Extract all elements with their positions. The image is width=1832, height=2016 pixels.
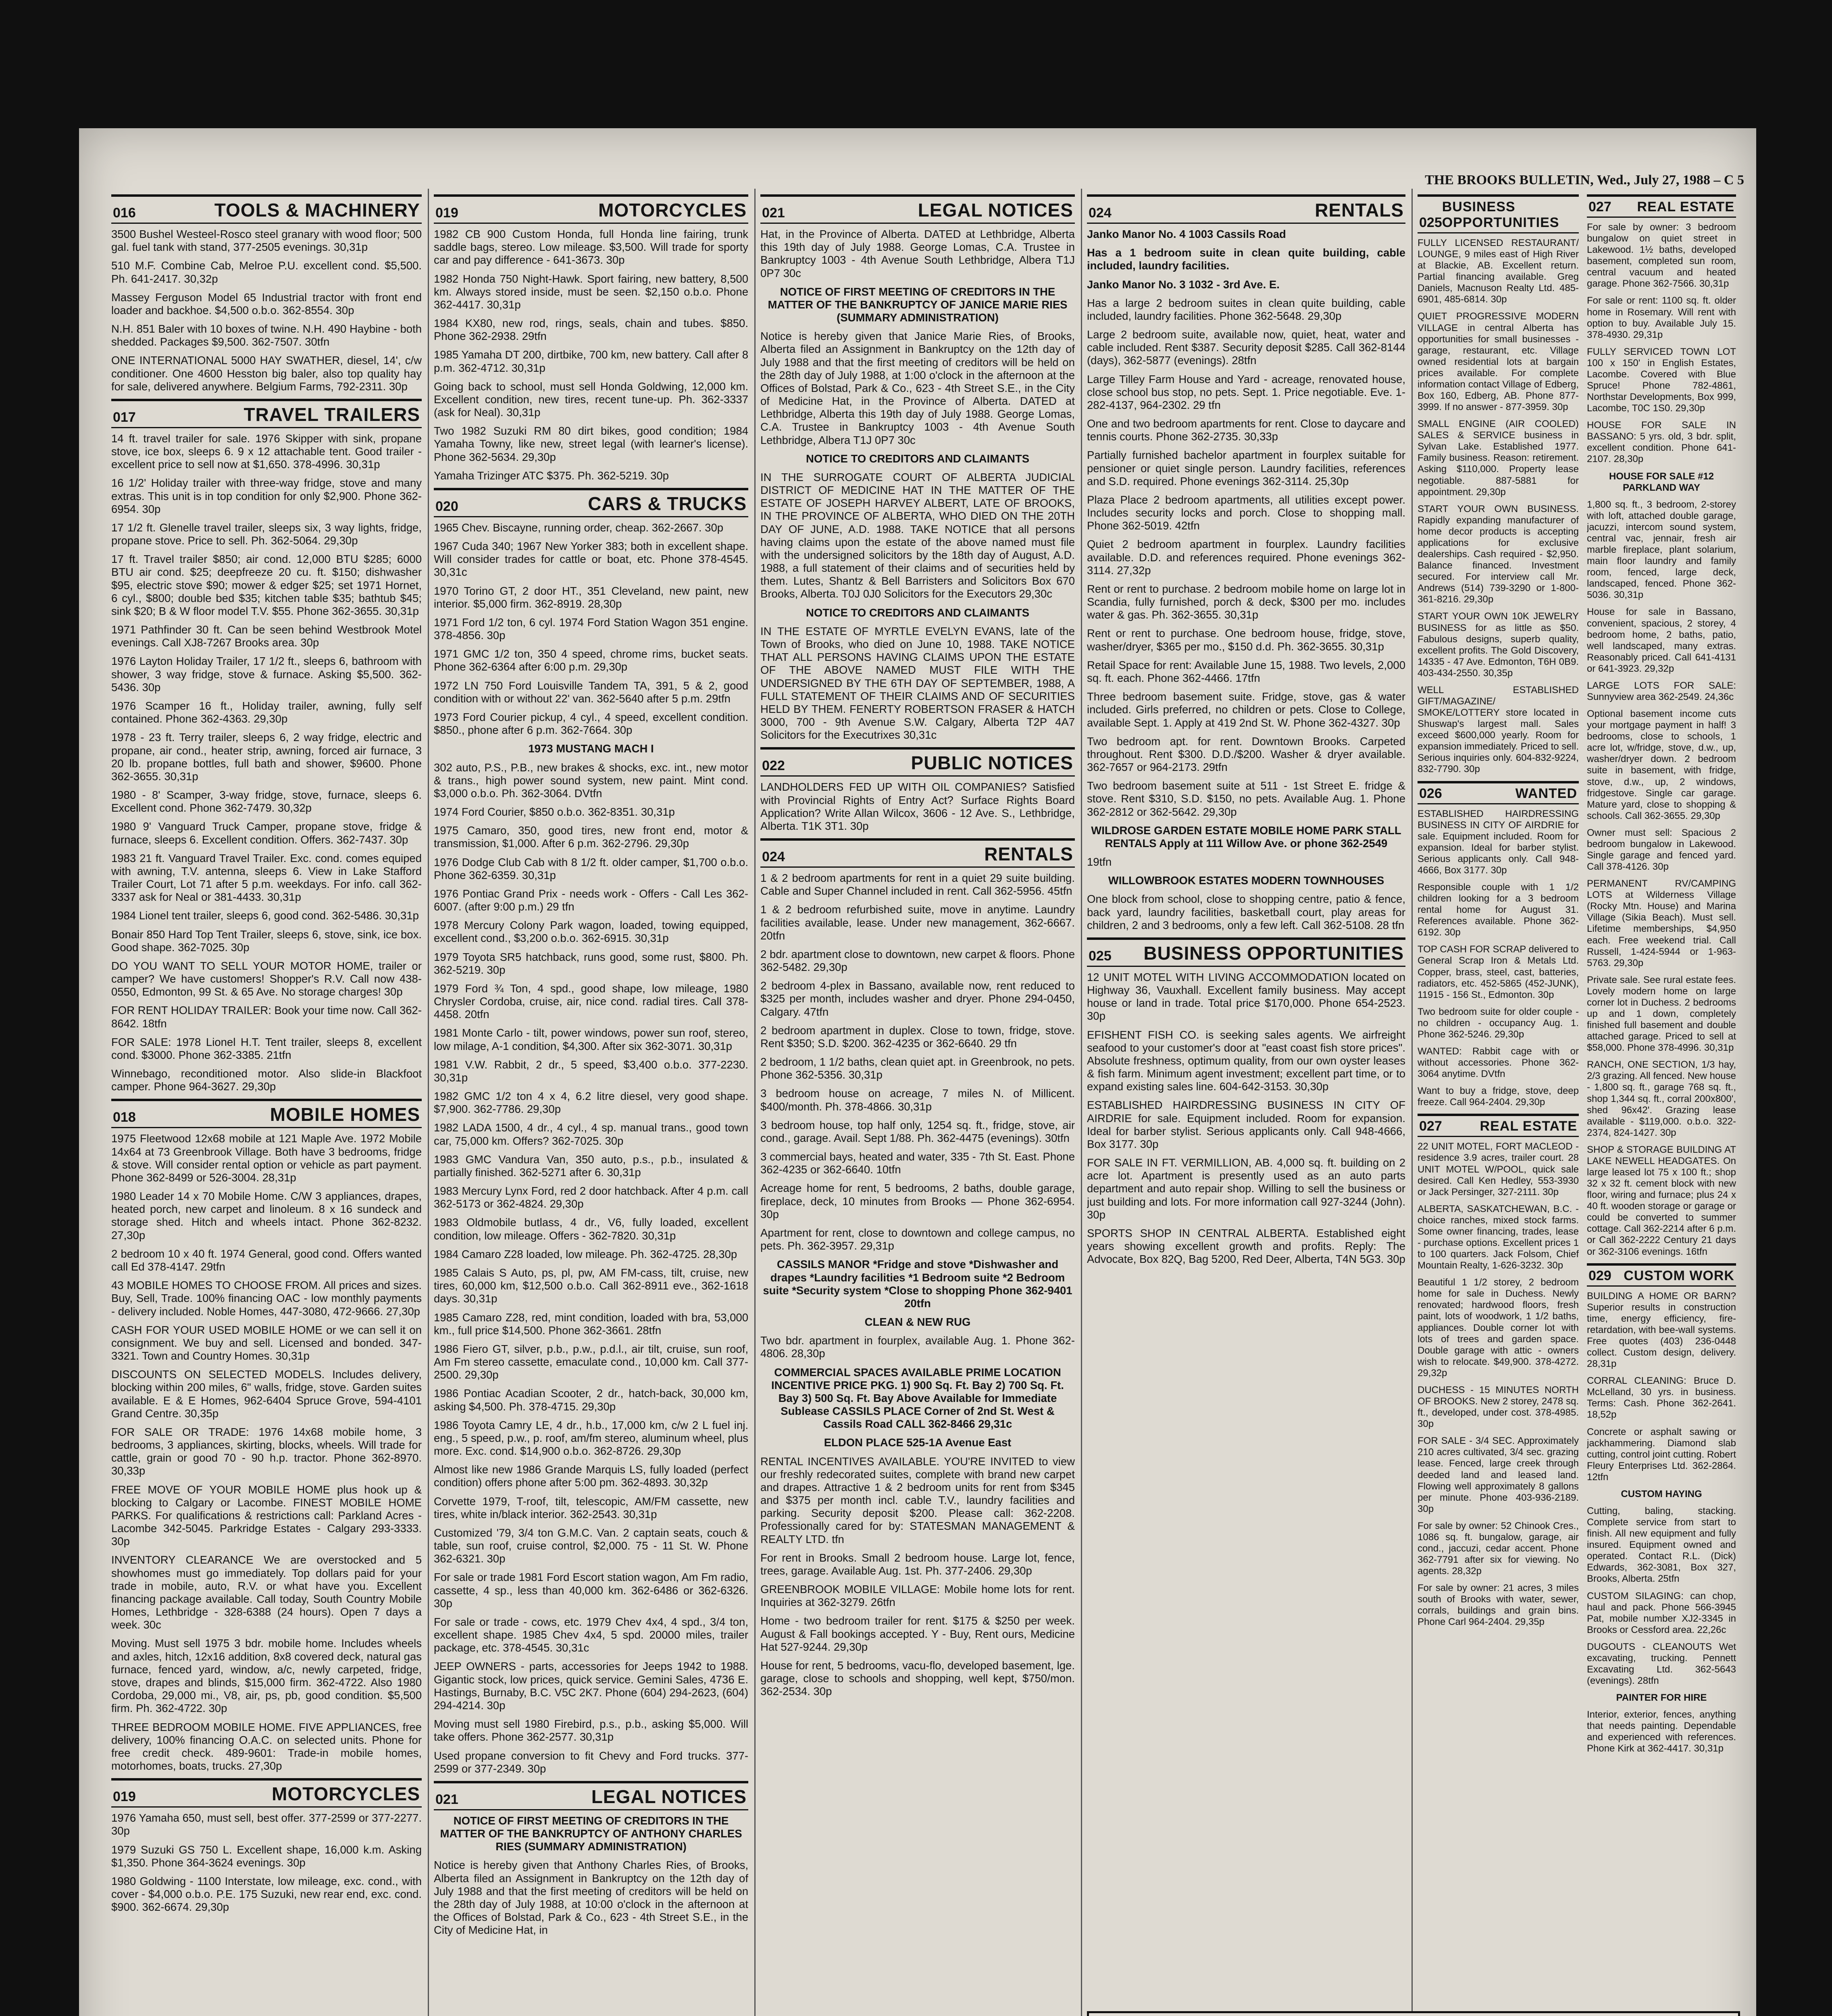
classified-column-3 [760, 189, 1075, 2016]
classified-ad: 17 1/2 ft. Glenelle travel trailer, sleeps six, 3 way lights, fridge, propane stove. Price to sell. Ph. 362-5064. 29,30p [111, 521, 422, 547]
section-header [1418, 1114, 1579, 1137]
classified-ad: LARGE LOTS FOR SALE: Sunnyview area 362-2549. 24,36c [1587, 680, 1736, 702]
classified-ad: ESTABLISHED HAIRDRESSING BUSINESS IN CITY OF AIRDRIE for sale. Equipment included. Room for expansion. Ideal for barber stylist. Serious applicants only. Call 948-4666, Box 3177. 30p [1418, 808, 1579, 876]
classified-ad: THREE BEDROOM MOBILE HOME. FIVE APPLIANCES, free delivery, 100% financing O.A.C. on selected units. Phone for free credit check. 489-9601: Trade-in mobile homes, motorhomes, boats, trucks. 27,30p [111, 1720, 422, 1772]
classified-ad: CUSTOM SILAGING: can chop, haul and pack. Phone 566-3945 Pat, mobile number XJ2-3345 in Brooks or Cessford area. 22,26c [1587, 1590, 1736, 1635]
classified-ad: 1981 Monte Carlo - tilt, power windows, power sun roof, stereo, low milage, A-1 condition, $4,300. After six 362-3071. 30,31p [434, 1027, 748, 1052]
section-title: BUSINESS OPPORTUNITIES [1442, 199, 1559, 230]
classified-ad: PERMANENT RV/CAMPING LOTS at Wilderness Village (Rocky Mtn. House) and Marina Village (Sikia Beach). Must sell. Lifetime memberships, $4,950 each. Free weekend trial. Call Russell, 1-424-5944 or 1-963-5763. 29,30p [1587, 878, 1736, 968]
classified-ad: 3 commercial bays, heated and water, 335 - 7th St. East. Phone 362-4235 or 362-6640. 10tfn [760, 1150, 1075, 1176]
classified-ad: START YOUR OWN BUSINESS. Rapidly expanding manufacturer of home decor products is accepting applications for exclusive dealerships. Cash required - $2,950. Balance financed. Investment secured. For interview call Mr. Andrews (514) 739-3290 or 1-800-361-8216. 29,30p [1418, 503, 1579, 605]
classified-ad: Two bedroom apt. for rent. Downtown Brooks. Carpeted throughout. Rent $300. D.D./$200. Washer & dryer available. 362-7657 or 964-2173. 29tfn [1087, 735, 1405, 774]
classified-ad: FOR SALE IN FT. VERMILLION, AB. 4,000 sq. ft. building on 2 acre lot. Apartment is presently used as an auto parts department and auto repair shop. Willing to sell the business or just building and lots. For more information call 927-3244 (John). 30p [1087, 1156, 1405, 1221]
classified-ad: 1980 9' Vanguard Truck Camper, propane stove, fridge & furnace, sleeps 6. Excellent condition. Offers. 362-7437. 30p [111, 820, 422, 846]
classified-ad: 2 bdr. apartment close to downtown, new carpet & floors. Phone 362-5482. 29,30p [760, 948, 1075, 974]
classified-ad: Bonair 850 Hard Top Tent Trailer, sleeps 6, stove, sink, ice box. Good shape. 362-7025. 30p [111, 928, 422, 954]
section-number: 021 [762, 205, 785, 221]
classified-ad: Large 2 bedroom suite, available now, quiet, heat, water and cable included. Rent $387. Security deposit $285. Call 362-8144 (days), 362-5877 (evenings). 28tfn [1087, 328, 1405, 367]
classified-ad: Retail Space for rent: Available June 15, 1988. Two levels, 2,000 sq. ft. each. Phone 362-4466. 17tfn [1087, 658, 1405, 684]
classified-ad: INVENTORY CLEARANCE We are overstocked and 5 showhomes must go immediately. Top dollars paid for your trade in mobile, auto, R.V. or what have you. Excellent financing package available. Call today, South Country Mobile Homes, Lethbridge - 328-6388 (24 hours). Open 7 days a week. 30c [111, 1554, 422, 1631]
classified-ad: Cutting, baling, stacking. Complete service from start to finish. All new equipment and fully insured. Equipment owned and operated. Contact R.L. (Dick) Edwards, 362-3081, Box 327, Brooks, Alberta. 25tfn [1587, 1505, 1736, 1585]
classified-ad: 1982 LADA 1500, 4 dr., 4 cyl., 4 sp. manual trans., good town car, 75,000 km. Offers? 362-7025. 30p [434, 1121, 748, 1147]
classified-ad: One and two bedroom apartments for rent. Close to daycare and tennis courts. Phone 362-2735. 30,33p [1087, 417, 1405, 443]
classified-ad: 1973 Ford Courier pickup, 4 cyl., 4 speed, excellent condition. $850., phone after 6 p.m. 362-7664. 30p [434, 710, 748, 737]
section-number: 027 [1419, 1118, 1442, 1134]
classified-ad: CASH FOR YOUR USED MOBILE HOME or we can sell it on consignment. We buy and sell. Licensed and bonded. 347-3321. Town and Country Homes. 30,31p [111, 1323, 422, 1362]
classified-ad: IN THE SURROGATE COURT OF ALBERTA JUDICIAL DISTRICT OF MEDICINE HAT IN THE MATTER OF THE ESTATE OF JOSEPH HARVEY ALBERT, LATE OF BROOKS, IN THE PROVINCE OF ALBERTA, WHO DIED ON THE 20TH DAY OF JUNE, A.D. 1988. TAKE NOTICE that all persons having claims upon the estate of the above named must file with the undersigned solicitors by the 18th day of August, A.D. 1988, a full statement of their claims and of securities held by them. Lutes, Shantz & Bell Barristers and Solicitors Box 670 Brooks, Alberta. T0J 0J0 Solicitors for the Executors 29,30c [760, 471, 1075, 600]
classified-ad: FOR SALE: 1978 Lionel H.T. Tent trailer, sleeps 8, excellent cond. $3000. Phone 362-3385. 21tfn [111, 1035, 422, 1061]
section-number: 022 [762, 758, 785, 774]
classified-ad: 1983 Mercury Lynx Ford, red 2 door hatchback. After 4 p.m. call 362-5173 or 362-4824. 29,30p [434, 1185, 748, 1210]
classified-ad: NOTICE TO CREDITORS AND CLAIMANTS [806, 452, 1030, 465]
classified-ad: FULLY LICENSED RESTAURANT/ LOUNGE, 9 miles east of High River at Blackie, AB. Excellent return. Partial financing available. Greg Daniels, Macnuson Realty Ltd. 485-6901, 485-6814. 30p [1418, 237, 1579, 305]
classified-ad: Janko Manor No. 4 1003 Cassils Road [1087, 228, 1286, 240]
classified-ad: CASSILS MANOR *Fridge and stove *Dishwasher and drapes *Laundry facilities *1 Bedroom suite *2 Bedroom suite *Security system *Close to shopping Phone 362-9401 20tfn [763, 1258, 1072, 1310]
classified-ad: 1976 Dodge Club Cab with 8 1/2 ft. older camper, $1,700 o.b.o. Phone 362-6359. 30,31p [434, 856, 748, 881]
section-header [111, 399, 422, 428]
classified-ad: For rent in Brooks. Small 2 bedroom house. Large lot, fence, trees, garage. Available Aug. 1st. Ph. 377-2406. 29,30p [760, 1551, 1075, 1577]
section-title: RENTALS [984, 843, 1073, 865]
classified-ad: 1980 Goldwing - 1100 Interstate, low mileage, exc. cond., with cover - $4,000 o.b.o. P.E. 175 Suzuki, new rear end, exc. cond. $900. 362-6674. 29,30p [111, 1874, 422, 1914]
classified-ad: 1986 Fiero GT, silver, p.b., p.w., p.d.l., air tilt, cruise, sun roof, Am Fm stereo cassette, emaculate cond., 10,000 km. Call 377-2500. 29,30p [434, 1342, 748, 1381]
section-title: REAL ESTATE [1637, 199, 1734, 215]
classified-ad: Three bedroom basement suite. Fridge, stove, gas & water included. Girls preferred, no children or pets. Close to College, available Sept. 1. Apply at 419 2nd St. W. Phone 362-4327. 30p [1087, 690, 1405, 729]
classified-ad: 3 bedroom house on acreage, 7 miles N. of Millicent. $400/month. Ph. 378-4866. 30,31p [760, 1087, 1075, 1113]
classified-ad: Notice is hereby given that Janice Marie Ries, of Brooks, Alberta filed an Assignment in Bankruptcy on the 12th day of July 1988 and that the first meeting of creditors will be held on the 28th day of July 1988, at 1:00 o'clock in the afternoon at the Offices of Bolstad, Park & Co., 623 - 4th Street S.E., in the City of Medicine Hat, in the Province of Alberta. DATED at Lethbridge, Alberta this 19th day of July 1988. George Lomas, C.A. Trustee in Bankruptcy 1003 - 4th Avenue South Lethbridge, Albera T1J 0P7 30c [760, 330, 1075, 446]
classified-ad: Has a 1 bedroom suite in clean quite building, cable included, laundry facilities. [1087, 246, 1405, 272]
classified-ad: CORRAL CLEANING: Bruce D. McLelland, 30 yrs. in business. Terms: Cash. Phone 362-2641. 18,52p [1587, 1375, 1736, 1420]
section-number: 026 [1419, 785, 1442, 801]
classified-ad: 1980 - 8' Scamper, 3-way fridge, stove, furnace, sleeps 6. Excellent cond. Phone 362-7479. 30,32p [111, 789, 422, 814]
section-title: MOBILE HOMES [270, 1104, 420, 1125]
classified-ad: START YOUR OWN 10K JEWELRY BUSINESS for as little as $50. Fabulous designs, superb quality, excellent profits. The Gold Discovery, 14335 - 47 Ave. Edmonton, T6H 0B9. 403-434-2550. 30,35p [1418, 611, 1579, 679]
section-number: 029 [1588, 1268, 1611, 1283]
section-number: 024 [762, 849, 785, 865]
classified-ad: 1985 Calais S Auto, ps, pl, pw, AM FM-cass, tilt, cruise, new tires, 60,000 km, $12,500 o.b.o. Call 362-8911 eve., 362-1618 days. 30,31p [434, 1266, 748, 1305]
classified-ad: 2 bedroom, 1 1/2 baths, clean quiet apt. in Greenbrook, no pets. Phone 362-5356. 30,31p [760, 1056, 1075, 1081]
classified-ad: For sale by owner: 52 Chinook Cres., 1086 sq. ft. bungalow, garage, air cond., jaccuzi, cedar accent. Phone 362-7791 after six for viewing. No agents. 28,32p [1418, 1520, 1579, 1577]
classified-ad: RENTAL INCENTIVES AVAILABLE. YOU'RE INVITED to view our freshly redecorated suites, complete with brand new carpet and drapes. Attractive 1 & 2 bedroom units for rent from $345 and $375 per month incl. cable T.V., laundry facilities and parking. Security deposit $200. Please call: 362-2208. Professionally cared for by: STATESMAN MANAGEMENT & REALTY LTD. tfn [760, 1455, 1075, 1545]
classified-ad: 1984 Camaro Z28 loaded, low mileage. Ph. 362-4725. 28,30p [434, 1248, 737, 1260]
classified-ad: FREE MOVE OF YOUR MOBILE HOME plus hook up & blocking to Calgary or Lacombe. FINEST MOBILE HOME PARKS. For qualifications & restrictions call: Parkland Acres - Lacombe 342-5045. Parkridge Estates - Calgary 293-3333. 30p [111, 1483, 422, 1548]
classified-ad: WILDROSE GARDEN ESTATE MOBILE HOME PARK STALL RENTALS Apply at 111 Willow Ave. or phone 362-2549 [1091, 824, 1401, 850]
classified-ad: 1976 Yamaha 650, must sell, best offer. 377-2599 or 377-2277. 30p [111, 1812, 422, 1837]
classified-ad: Partially furnished bachelor apartment in fourplex suitable for pensioner or quiet single person. Laundry facilities, references and S.D. required. Phone evenings 362-3114. 25,30p [1087, 449, 1405, 487]
section-number: 017 [113, 409, 136, 425]
section-header [434, 194, 748, 224]
classified-ad: SMALL ENGINE (AIR COOLED) SALES & SERVICE business in Sylvan Lake. Established 1977. Family business. Reason: retirement. Asking $110,000. Property lease negotiable. 887-5881 for appointment. 29,30p [1418, 419, 1579, 498]
classified-ad: Two bedroom basement suite at 511 - 1st Street E. fridge & stove. Rent $310, S.D. $150, no pets. Available Aug. 1. Phone 362-2812 or 362-5642. 29,30p [1087, 779, 1405, 818]
classified-ad: Apartment for rent, close to downtown and college campus, no pets. Ph. 362-3957. 29,31p [760, 1227, 1075, 1252]
section-title: WANTED [1515, 785, 1577, 801]
classified-ad: Two bedroom suite for older couple - no children - occupancy Aug. 1. Phone 362-5246. 29,30p [1418, 1006, 1579, 1040]
column-rule [1081, 189, 1082, 2016]
section-header [1418, 194, 1579, 233]
classified-ad: 1983 GMC Vandura Van, 350 auto, p.s., p.b., insulated & partially finished. 362-5271 after 6. 30,31p [434, 1153, 748, 1179]
classified-ad: Beautiful 1 1/2 storey, 2 bedroom home for sale in Duchess. Newly renovated; hardwood floors, fresh paint, lots of woodwork, 1 1/2 baths, appliances. Double corner lot with lots of trees and garden space. Double garage with attic - owners wish to relocate. $49,900. 378-4272. 29,32p [1418, 1277, 1579, 1379]
section-header [1587, 1263, 1736, 1287]
classified-ad: 16 1/2' Holiday trailer with three-way fridge, stove and many extras. This unit is in top condition for only $2,900. Phone 362-6954. 30p [111, 477, 422, 515]
section-title: PUBLIC NOTICES [911, 752, 1073, 774]
classified-ad: HOUSE FOR SALE IN BASSANO: 5 yrs. old, 3 bdr. split, excellent condition. Phone 641-2107. 28,30p [1587, 420, 1736, 465]
classified-ad: 1979 Ford ¾ Ton, 4 spd., good shape, low mileage, 1980 Chrysler Cordoba, cruise, air, nice cond. radial tires. Call 378-4458. 20tfn [434, 982, 748, 1021]
section-number: 018 [113, 1110, 136, 1125]
classified-ad: SPORTS SHOP IN CENTRAL ALBERTA. Established eight years showing excellent growth and profits. Reply: The Advocate, Box 82Q, Bag 5200, Red Deer, Alberta, T4N 5G3. 30p [1087, 1227, 1405, 1266]
classified-ad: Janko Manor No. 3 1032 - 3rd Ave. E. [1087, 278, 1280, 291]
classified-ad: Going back to school, must sell Honda Goldwing, 12,000 km. Excellent condition, new tires, recent tune-up. Ph. 362-3337 (ask for Neal). 30,31p [434, 380, 748, 419]
classified-ad: 1978 Mercury Colony Park wagon, loaded, towing equipped, excellent cond., $3,200 o.b.o. 362-6915. 30,31p [434, 919, 748, 945]
classified-ad: LANDHOLDERS FED UP WITH OIL COMPANIES? Satisfied with Provincial Rights of Entry Act? Surface Rights Board Application? Write Allan Wilcox, 3606 - 12 Ave. S., Lethbridge, Alberta. T1K 3T1. 30p [760, 781, 1075, 832]
classified-ad: 1971 Ford 1/2 ton, 6 cyl. 1974 Ford Station Wagon 351 engine. 378-4856. 30p [434, 616, 748, 642]
classified-ad: 1,800 sq. ft., 3 bedroom, 2-storey with loft, attached double garage, jacuzzi, intercom sound system, central vac, jennair, fresh air marble fireplace, plant solarium, main floor laundry and family room, fenced, large deck, landscaped, fenced. Phone 362-5036. 30,31p [1587, 499, 1736, 601]
classified-ad: 1979 Suzuki GS 750 L. Excellent shape, 16,000 k.m. Asking $1,350. Phone 364-3624 evenings. 30p [111, 1843, 422, 1869]
classified-ad: FOR SALE - 3/4 SEC. Approximately 210 acres cultivated, 3/4 sec. grazing lease. Fenced, large creek through deeded land and leased land. Flowing well approximately 8 gallons per minute. Phone 403-936-2189. 30p [1418, 1435, 1579, 1514]
classified-ad: NOTICE OF FIRST MEETING OF CREDITORS IN THE MATTER OF THE BANKRUPTCY OF ANTHONY CHARLES RIES (SUMMARY ADMINISTRATION) [440, 1814, 742, 1853]
classified-ad: N.H. 851 Baler with 10 boxes of twine. N.H. 490 Haybine - both shedded. Packages $9,500. 362-7507. 30tfn [111, 323, 422, 348]
section-header [760, 747, 1075, 777]
classified-ad: BUILDING A HOME OR BARN? Superior results in construction time, energy efficiency, fire-retardation, with bee-wall systems. Free quotes (403) 236-0448 collect. Custom design, delivery. 28,31p [1587, 1290, 1736, 1370]
section-header [111, 194, 422, 224]
classified-ad: NOTICE TO CREDITORS AND CLAIMANTS [806, 606, 1030, 619]
classified-ad: PAINTER FOR HIRE [1616, 1692, 1707, 1704]
section-number: 019 [435, 205, 458, 221]
classified-ad: FULLY SERVICED TOWN LOT 100 x 150' in English Estates, Lacombe. Covered with Blue Spruce! Phone 782-4861, Northstar Developments, Box 999, Lacombe, T0C 1S0. 29,30p [1587, 346, 1736, 414]
classified-ad: 1965 Chev. Biscayne, running order, cheap. 362-2667. 30p [434, 521, 724, 534]
classified-ad: Yamaha Trizinger ATC $375. Ph. 362-5219. 30p [434, 469, 669, 482]
classified-column-4 [1087, 189, 1405, 2003]
classified-ad: 1984 KX80, new rod, rings, seals, chain and tubes. $850. Phone 362-2938. 29tfn [434, 317, 748, 343]
magna-real-estate-ad [1087, 2011, 1740, 2016]
classified-ad: 1975 Fleetwood 12x68 mobile at 121 Maple Ave. 1972 Mobile 14x64 at 73 Greenbrook Village. Both have 3 bedrooms, fridge & stove. Will consider rental option or vehicle as part payment. Phone 362-8499 or 526-3004. 28,31p [111, 1132, 422, 1184]
classified-ad: Concrete or asphalt sawing or jackhammering. Diamond slab cutting, control joint cutting. Robert Fleury Enterprises Ltd. 362-2864. 12tfn [1587, 1426, 1736, 1483]
classified-ad: 1980 Leader 14 x 70 Mobile Home. C/W 3 appliances, drapes, heated porch, new carpet and linoleum. 8 x 16 sundeck and storage shed. Hitch and wheels intact. Phone 362-8232. 27,30p [111, 1190, 422, 1241]
classified-ad: ONE INTERNATIONAL 5000 HAY SWATHER, diesel, 14', c/w conditioner. One 4600 Hesston big baler, also top quality hay for sale, delivered anywhere. Belgium Farms, 792-2311. 30p [111, 354, 422, 393]
classified-ad: GREENBROOK MOBILE VILLAGE: Mobile home lots for rent. Inquiries at 362-3279. 26tfn [760, 1583, 1075, 1609]
classified-ad: 43 MOBILE HOMES TO CHOOSE FROM. All prices and sizes. Buy, Sell, Trade. 100% financing OAC - low monthly payments - delivery included. Noble Homes, 447-3080, 472-9666. 27,30p [111, 1279, 422, 1318]
classified-ad: Owner must sell: Spacious 2 bedroom bungalow in Lakewood. Single garage and fenced yard. Call 378-4126. 30p [1587, 827, 1736, 873]
classified-ad: HOUSE FOR SALE #12 PARKLAND WAY [1609, 471, 1714, 493]
classified-ad: Want to buy a fridge, stove, deep freeze. Call 964-2404. 29,30p [1418, 1085, 1579, 1108]
classified-ad: Large Tilley Farm House and Yard - acreage, renovated house, close school bus stop, no pets. Sept. 1. Price negotiable. Eve. 1-282-4137, 964-2302. 29 tfn [1087, 373, 1405, 411]
classified-ad: Rent or rent to purchase. One bedroom house, fridge, stove, washer/dryer, $365 per mo., $150 d.d. Ph. 362-3655. 30,31p [1087, 627, 1405, 653]
classified-ad: EFISHENT FISH CO. is seeking sales agents. We airfreight seafood to your customer's door at "east coast fish store prices". Absolute freshness, optimum quality, from our own oyster leases & fish farm. Minimum agent investment; excellent part time, or to expand existing sales line. 604-642-3153. 30,30p [1087, 1028, 1405, 1093]
classified-ad: 1970 Torino GT, 2 door HT., 351 Cleveland, new paint, new interior. $5,000 firm. 362-8919. 28,30p [434, 584, 748, 610]
classified-ad: House for rent, 5 bedrooms, vacu-flo, developed basement, lge. garage, close to schools and shopping, well kept, $750/mon. 362-2534. 30p [760, 1659, 1075, 1698]
section-header [111, 1099, 422, 1128]
section-number: 027 [1588, 199, 1611, 215]
section-number: 024 [1089, 205, 1112, 221]
classified-column-2 [434, 189, 748, 2016]
section-header [1087, 937, 1405, 967]
classified-ad: IN THE ESTATE OF MYRTLE EVELYN EVANS, late of the Town of Brooks, who died on June 10, 1988. TAKE NOTICE THAT ALL PERSONS HAVING CLAIMS UPON THE ESTATE OF THE ABOVE NAMED MUST FILE WITH THE UNDERSIGNED BY THE 6TH DAY OF SEPTEMBER, 1988, A FULL STATEMENT OF THEIR CLAIMS AND OF SECURITIES HELD BY THEM. FENERTY ROBERTSON FRASER & HATCH 3000, 700 - 9th Avenue S.W. Calgary, Alberta T2P 4A7 Solicitors for the Executrixes 30,31c [760, 625, 1075, 741]
classified-ad: 1 & 2 bedroom refurbished suite, move in anytime. Laundry facilities available, lease. Under new management, 362-6667. 20tfn [760, 903, 1075, 942]
classified-ad: Moving must sell 1980 Firebird, p.s., p.b., asking $5,000. Will take offers. Phone 362-2577. 30,31p [434, 1718, 748, 1743]
classified-ad: 1976 Pontiac Grand Prix - needs work - Offers - Call Les 362-6007. (after 9:00 p.m.) 29 tfn [434, 887, 748, 913]
classified-ad: 19tfn [1087, 856, 1112, 868]
classified-ad: WELL ESTABLISHED GIFT/MAGAZINE/ SMOKE/LOTTERY store located in Shuswap's largest mall. Sales exceed $600,000 yearly. Room for expansion immediately. Priced to sell. Serious inquiries only. 604-832-9224, 832-7790. 30p [1418, 684, 1579, 775]
classified-ad: Private sale. See rural estate fees. Lovely modern home on large corner lot in Duchess. 2 bedrooms up and 1 down, completely finished full basement and double attached garage. Priced to sell at $58,000. Phone 378-4996. 30,31p [1587, 974, 1736, 1054]
classified-column-1 [111, 189, 422, 2016]
classified-column-5 [1418, 189, 1579, 2003]
classified-ad: FOR RENT HOLIDAY TRAILER: Book your time now. Call 362-8642. 18tfn [111, 1004, 422, 1030]
classified-ad: 1985 Camaro Z28, red, mint condition, loaded with bra, 53,000 km., full price $14,500. Phone 362-3661. 28tfn [434, 1311, 748, 1337]
classified-ad: 3 bedroom house, top half only, 1254 sq. ft., fridge, stove, air cond., garage. Avail. Sept 1/88. Ph. 362-4475 (evenings). 30tfn [760, 1118, 1075, 1144]
classified-ad: One block from school, close to shopping centre, patio & fence, back yard, laundry facilities, basketball court, play areas for children, 2 and 3 bedrooms, only a few left. Call 362-5108. 28 tfn [1087, 893, 1405, 931]
classified-ad: Winnebago, reconditioned motor. Also slide-in Blackfoot camper. Phone 964-3627. 29,30p [111, 1067, 422, 1093]
section-header [760, 838, 1075, 868]
classified-ad: 1984 Lionel tent trailer, sleeps 6, good cond. 362-5486. 30,31p [111, 909, 419, 922]
section-header [1418, 781, 1579, 804]
classified-ad: 1982 Honda 750 Night-Hawk. Sport fairing, new battery, 8,500 km. Always stored inside, must be seen. $2,150 o.b.o. Phone 362-4417. 30,31p [434, 272, 748, 311]
section-header [111, 1778, 422, 1808]
section-title: TOOLS & MACHINERY [214, 200, 420, 221]
classified-ad: 2 bedroom 10 x 40 ft. 1974 General, good cond. Offers wanted call Ed 378-4147. 29tfn [111, 1247, 422, 1273]
classified-ad: Almost like new 1986 Grande Marquis LS, fully loaded (perfect condition) offers phone after 5:00 pm. 362-4893. 30,32p [434, 1463, 748, 1489]
classified-ad: 1981 V.W. Rabbit, 2 dr., 5 speed, $3,400 o.b.o. 377-2230. 30,31p [434, 1058, 748, 1084]
classified-ad: Quiet 2 bedroom apartment in fourplex. Laundry facilities available. D.D. and references required. Phone evenings 362-3114. 27,32p [1087, 538, 1405, 577]
classified-ad: 1986 Pontiac Acadian Scooter, 2 dr., hatch-back, 30,000 km, asking $4,500. Ph. 378-4715. 29,30p [434, 1387, 748, 1413]
classified-ad: 1985 Yamaha DT 200, dirtbike, 700 km, new battery. Call after 8 p.m. 362-4712. 30,31p [434, 348, 748, 374]
classified-ad: Home - two bedroom trailer for rent. $175 & $250 per week. August & Fall bookings accepted. Y - Buy, Rent ours, Medicine Hat 527-9244. 29,30p [760, 1614, 1075, 1653]
classified-ad: For sale or trade - cows, etc. 1979 Chev 4x4, 4 spd., 3/4 ton, excellent shape. 1985 Chev 4x4, 5 spd. 20000 miles, trailer package, etc. 378-4545. 30,31c [434, 1615, 748, 1654]
section-number: 021 [435, 1791, 458, 1807]
classified-ad: Corvette 1979, T-roof, tilt, telescopic, AM/FM cassette, new tires, white in/black interior. 362-2543. 30,31p [434, 1495, 748, 1520]
section-title: RENTALS [1315, 200, 1404, 221]
classified-ad: QUIET PROGRESSIVE MODERN VILLAGE in central Alberta has opportunities for small businesses - garage, restaurant, etc. Village owned residential lots at bargain prices available. For complete information contact Village of Edberg, Box 160, Edberg, AB. Phone 877-3999. If no answer - 877-3959. 30p [1418, 311, 1579, 413]
classified-ad: 3500 Bushel Westeel-Rosco steel granary with wood floor; 500 gal. fuel tank with stand, 377-2505 evenings. 30,31p [111, 228, 422, 254]
classified-ad: 1976 Scamper 16 ft., Holiday trailer, awning, fully self contained. Phone 362-4363. 29,30p [111, 699, 422, 725]
section-header [1087, 194, 1405, 224]
classified-ad: ELDON PLACE 525-1A Avenue East [824, 1436, 1012, 1449]
classified-ad: Rent or rent to purchase. 2 bedroom mobile home on large lot in Scandia, fully furnished, porch & deck, $300 per mo. includes water & gas. Ph. 362-3655. 30,31p [1087, 582, 1405, 621]
classified-ad: 17 ft. Travel trailer $850; air cond. 12,000 BTU $285; 6000 BTU air cond. $25; deepfreeze 20 cu. ft. $150; dishwasher $95, electric stove $90; mower & edger $25; set 1971 Hornet, 6 cyl., $800; double bed $35; kitchen table $35; bathtub $45; sink $20; B & W floor model T.V. $55. Phone 362-3655. 30,31p [111, 553, 422, 617]
classified-ad: 2 bedroom apartment in duplex. Close to town, fridge, stove. Rent $350; S.D. $200. 362-4235 or 362-6640. 29 tfn [760, 1024, 1075, 1050]
classified-ad: Two 1982 Suzuki RM 80 dirt bikes, good condition; 1984 Yamaha Towny, like new, street legal (with learner's license). Phone 362-5634. 29,30p [434, 425, 748, 463]
classified-ad: 1974 Ford Courier, $850 o.b.o. 362-8351. 30,31p [434, 806, 675, 818]
classified-ad: Interior, exterior, fences, anything that needs painting. Dependable and experienced with references. Phone Kirk at 362-4417. 30,31p [1587, 1709, 1736, 1754]
classified-ad: 14 ft. travel trailer for sale. 1976 Skipper with sink, propane stove, ice box, sleeps 6. 9 x 12 attachable tent. Good trailer - excellent price to sell now at $1,650. 378-4996. 30,31p [111, 432, 422, 471]
classified-ad: 12 UNIT MOTEL WITH LIVING ACCOMMODATION located on Highway 36, Vauxhall. Excellent family business. May accept house or land in trade. Total price $170,000. Phone 654-2523. 30p [1087, 971, 1405, 1023]
classified-ad: COMMERCIAL SPACES AVAILABLE PRIME LOCATION INCENTIVE PRICE PKG. 1) 900 Sq. Ft. Bay 2) 700 Sq. Ft. Bay 3) 500 Sq. Ft. Bay Above Available for Immediate Sublease CASSILS PLACE Corner of 2nd St. West & Cassils Road CALL 362-8466 29,31c [771, 1366, 1064, 1431]
classified-ad: RANCH, ONE SECTION, 1/3 hay, 2/3 grazing. All fenced. New house - 1,800 sq. ft., garage 768 sq. ft., shop 1,344 sq. ft., corral 200x800', shed 96x42'. Grazing lease available - $119,000. o.b.o. 322-2374, 824-1427. 30p [1587, 1059, 1736, 1138]
classified-ad: FOR SALE OR TRADE: 1976 14x68 mobile home, 3 bedrooms, 3 appliances, skirting, blocks, wheels. Will trade for cattle, grain or good 70 - 90 h.p. tractor. Phone 362-8970. 30,33p [111, 1425, 422, 1477]
classified-ad: Moving. Must sell 1975 3 bdr. mobile home. Includes wheels and axles, hitch, 12x16 addition, 8x8 covered deck, natural gas furnace, fenced yard, window, a/c, newly carpeted, fridge, stove, drapes and blinds, $15,000 firm. 362-4722. Also 1980 Cordoba, 29,000 mi., V8, air, ps, pb, good condition. $5,500 firm. Ph. 362-4722. 30p [111, 1637, 422, 1715]
classified-ad: 1979 Toyota SR5 hatchback, runs good, some rust, $800. Ph. 362-5219. 30p [434, 950, 748, 976]
classified-ad: Two bdr. apartment in fourplex, available Aug. 1. Phone 362-4806. 28,30p [760, 1334, 1075, 1360]
section-header [434, 1781, 748, 1810]
classified-ad: 1986 Toyota Camry LE, 4 dr., h.b., 17,000 km, c/w 2 L fuel inj. eng., 5 speed, p.w., p. roof, am/fm stereo, aluminum wheel, plus more. Exc. cond. $14,900 o.b.o. 362-8726. 29,30p [434, 1418, 748, 1458]
classified-ad: Massey Ferguson Model 65 Industrial tractor with front end loader and backhoe. $4,500 o.b.o. 362-8554. 30p [111, 291, 422, 317]
classified-ad: Responsible couple with 1 1/2 children looking for a 3 bedroom rental home for August 31. References available. Phone 362-6192. 30p [1418, 881, 1579, 938]
classified-ad: For sale by owner: 21 acres, 3 miles south of Brooks with water, sewer, corrals, buildings and grain bins. Phone Carl 964-2404. 29,35p [1418, 1583, 1579, 1628]
classified-ad: TOP CASH FOR SCRAP delivered to General Scrap Iron & Metals Ltd. Copper, brass, steel, cast, batteries, radiators, etc. 452-5865 (452-JUNK), 11915 - 156 St., Edmonton. 30p [1418, 944, 1579, 1000]
section-number: 016 [113, 205, 136, 221]
column-rule [754, 189, 756, 2016]
classified-ad: NOTICE OF FIRST MEETING OF CREDITORS IN THE MATTER OF THE BANKRUPTCY OF JANICE MARIE RIES (SUMMARY ADMINISTRATION) [768, 285, 1068, 324]
section-title: MOTORCYCLES [598, 200, 747, 221]
classified-ad: 302 auto, P.S., P.B., new brakes & shocks, exc. int., new motor & trans., high power sound system, new paint. Mint cond. $3,000 o.b.o. Ph. 362-3064. DVtfn [434, 761, 748, 800]
classified-ad: Has a large 2 bedroom suites in clean quite building, cable included, laundry facilities. Phone 362-5648. 29,30p [1087, 296, 1405, 322]
classified-ad: DISCOUNTS ON SELECTED MODELS. Includes delivery, blocking within 200 miles, 6" walls, fridge, stove. Garden suites available. E & E Homes, 962-6404 Spruce Grove, 594-4101 Grand Centre. 30,35p [111, 1368, 422, 1420]
classified-ad: 510 M.F. Combine Cab, Melroe P.U. excellent cond. $5,500. Ph. 641-2417. 30,32p [111, 259, 422, 285]
classified-ad: Customized '79, 3/4 ton G.M.C. Van. 2 captain seats, couch & table, sun roof, cruise control, $2,000. 75 - 11 St. W. Phone 362-6321. 30p [434, 1526, 748, 1565]
classified-ad: 1978 - 23 ft. Terry trailer, sleeps 6, 2 way fridge, electric and propane, air cond., heater strip, awning, forced air furnace, 3 20 lb. propane bottles, full bath and shower, $9600. Phone 362-3655. 30,31p [111, 731, 422, 783]
classified-ad: House for sale in Bassano, convenient, spacious, 2 storey, 4 bedroom home, 2 baths, patio, well landscaped, many extras. Reasonably priced. Call 641-4131 or 641-3923. 29,32p [1587, 606, 1736, 674]
section-title: LEGAL NOTICES [918, 200, 1073, 221]
section-number: 025 [1419, 215, 1442, 230]
section-number: 020 [435, 498, 458, 514]
classified-ad: CUSTOM HAYING [1621, 1488, 1702, 1500]
section-title: MOTORCYCLES [272, 1783, 420, 1805]
classified-ad: WANTED: Rabbit cage with or without accessories. Phone 362-3064 anytime. DVtfn [1418, 1046, 1579, 1080]
classified-ad: 2 bedroom 4-plex in Bassano, available now, rent reduced to $325 per month, includes washer and dryer. Phone 294-0450, Calgary. 47tfn [760, 979, 1075, 1018]
classified-ad: Optional basement income cuts your mortgage payment in half! 3 bedrooms, close to schools, 1 acre lot, w/fridge, stove, d.w., up, washer/dryer down. 2 bedroom suite in basement, with fridge, stove, d.w., up, 2 windows, fridgestove. Single car garage. Mature yard, close to shopping & schools. Call 362-3655. 29,30p [1587, 708, 1736, 821]
section-title: REAL ESTATE [1480, 1118, 1577, 1134]
classified-ad: 1983 21 ft. Vanguard Travel Trailer. Exc. cond. comes equiped with awning, T.V. antenna, sleeps 6. View in Lake Stafford Trailer Court, Lot 71 after 5 p.m. weekdays. For info. call 362-3337 ask for Neal or 381-4433. 30,31p [111, 852, 422, 904]
classified-ad: Notice is hereby given that Anthony Charles Ries, of Brooks, Alberta filed an Assignment in Bankruptcy on the 12th day of July 1988 and that the first meeting of creditors will be held on the 28th day of July 1988, at 10:00 o'clock in the afternoon at the Offices of Bolstad, Park & Co., 623 - 4th Street S.E., in the City of Medicine Hat, in [434, 1859, 748, 1937]
classified-ad: DUGOUTS - CLEANOUTS Wet excavating, trucking. Pennett Excavating Ltd. 362-5643 (evenings). 28tfn [1587, 1641, 1736, 1687]
section-title: BUSINESS OPPORTUNITIES [1143, 942, 1404, 964]
classified-ad: ALBERTA, SASKATCHEWAN, B.C. - choice ranches, mixed stock farms. Some owner financing, trades, lease - purchase options. Excellent prices 1 to 100 quarters. Jack Folsom, Chief Mountain Realty, 1-626-3232. 30p [1418, 1203, 1579, 1271]
section-header [1587, 194, 1736, 218]
classified-ad: JEEP OWNERS - parts, accessories for Jeeps 1942 to 1988. Gigantic stock, low prices, quick service. Gemini Sales, 4736 E. Hastings, Burnaby, B.C. V5C 2K7. Phone (604) 294-2623, (604) 294-4214. 30p [434, 1660, 748, 1712]
masthead: THE BROOKS BULLETIN, Wed., July 27, 1988 – C 5 [1425, 173, 1744, 187]
classified-column-6 [1587, 189, 1736, 2003]
classified-ad: WILLOWBROOK ESTATES MODERN TOWNHOUSES [1108, 874, 1384, 887]
classified-ad: 1975 Camaro, 350, good tires, new front end, motor & transmission, $1,000. After 6 p.m. 362-2796. 29,30p [434, 824, 748, 850]
column-rule [1411, 189, 1413, 2016]
column-rule [428, 189, 429, 2016]
classified-ad: 1967 Cuda 340; 1967 New Yorker 383; both in excellent shape. Will consider trades for cattle or boat, etc. Phone 378-4545. 30,31c [434, 540, 748, 579]
section-title: CUSTOM WORK [1624, 1268, 1734, 1283]
classified-ad: For sale by owner: 3 bedroom bungalow on quiet street in Lakewood. 1½ baths, developed basement, completed sun room, central vacuum and heated garage. Phone 362-7566. 30,31p [1587, 222, 1736, 289]
classified-ad: 1972 LN 750 Ford Louisville Tandem TA, 391, 5 & 2, good condition with or without 22' van. 362-5640 after 5 p.m. 29tfn [434, 679, 748, 705]
classified-ad: 1982 CB 900 Custom Honda, full Honda line fairing, trunk saddle bags, stereo. Low mileage. $3,500. Will trade for sporty car and pay difference - 641-3673. 30p [434, 228, 748, 267]
classified-ad: 1973 MUSTANG MACH I [528, 742, 654, 755]
classified-ad: 1971 Pathfinder 30 ft. Can be seen behind Westbrook Motel evenings. Call XJ8-7267 Brooks area. 30p [111, 623, 422, 649]
section-header [760, 194, 1075, 224]
section-title: TRAVEL TRAILERS [244, 404, 420, 425]
section-number: 025 [1089, 948, 1112, 964]
classified-ad: DO YOU WANT TO SELL YOUR MOTOR HOME, trailer or camper? We have customers! Shopper's R.V. Call now 438-0550, Edmonton, 99 St. & 65 Ave. No storage charges! 30p [111, 959, 422, 998]
section-title: CARS & TRUCKS [588, 493, 747, 514]
classified-ad: 22 UNIT MOTEL, FORT MACLEOD - residence 3.9 acres, trailer court. 28 UNIT MOTEL W/POOL, quick sale desired. Call Ken Hedley, 553-3930 or Jack Persinger, 327-2111. 30p [1418, 1141, 1579, 1198]
classified-ad: Hat, in the Province of Alberta. DATED at Lethbridge, Alberta this 19th day of July 1988. George Lomas, C.A. Trustee in Bankruptcy 1003 - 4th Avenue South Lethbridge, Albera T1J 0P7 30c [760, 228, 1075, 279]
classified-ad: DUCHESS - 15 MINUTES NORTH OF BROOKS. New 2 storey, 2478 sq. ft., developed, under cost. 378-4985. 30p [1418, 1384, 1579, 1430]
classified-ad: Acreage home for rent, 5 bedrooms, 2 baths, double garage, fireplace, deck, 10 minutes from Brooks — Phone 362-6954. 30p [760, 1182, 1075, 1220]
section-number: 019 [113, 1789, 136, 1805]
classified-ad: Plaza Place 2 bedroom apartments, all utilities except power. Includes security locks and porch. Close to shopping mall. Phone 362-5019. 42tfn [1087, 493, 1405, 532]
classified-ad: ESTABLISHED HAIRDRESSING BUSINESS IN CITY OF AIRDRIE for sale. Equipment included. Room for expansion. Ideal for barber stylist. Serious applicants only. Call 948-4666, Box 3177. 30p [1087, 1099, 1405, 1150]
classified-ad: 1976 Layton Holiday Trailer, 17 1/2 ft., sleeps 6, bathroom with shower, 3 way fridge, stove & furnace. Asking $5,500. 362-5436. 30p [111, 655, 422, 694]
classified-ad: 1 & 2 bedroom apartments for rent in a quiet 29 suite building. Cable and Super Channel included in rent. Call 362-5956. 45tfn [760, 872, 1075, 898]
classified-ad: Used propane conversion to fit Chevy and Ford trucks. 377-2599 or 377-2349. 30p [434, 1749, 748, 1775]
classified-ad: 1983 Oldmobile butlass, 4 dr., V6, fully loaded, excellent condition, low mileage. Offers - 362-7820. 30,31p [434, 1216, 748, 1242]
section-title: LEGAL NOTICES [591, 1786, 747, 1807]
section-header [434, 488, 748, 517]
newspaper-page [79, 128, 1756, 2016]
classified-ad: 1971 GMC 1/2 ton, 350 4 speed, chrome rims, bucket seats. Phone 362-6364 after 6:00 p.m. 29,30p [434, 648, 748, 673]
classified-ad: CLEAN & NEW RUG [864, 1316, 971, 1329]
classified-ad: For sale or rent: 1100 sq. ft. older home in Rosemary. Will rent with option to buy. Available July 15. 378-4930. 29,31p [1587, 295, 1736, 340]
classified-ad: 1982 GMC 1/2 ton 4 x 4, 6.2 litre diesel, very good shape. $7,900. 362-7786. 29,30p [434, 1090, 748, 1116]
classified-ad: For sale or trade 1981 Ford Escort station wagon, Am Fm radio, cassette, 4 sp., less than 40,000 km. 362-6486 or 362-6326. 30p [434, 1571, 748, 1610]
classified-ad: SHOP & STORAGE BUILDING AT LAKE NEWELL HEADGATES. On large leased lot 75 x 100 ft.; shop 32 x 32 ft. cement block with new floor, wiring and furnace; plus 24 x 40 ft. wooden storage or garage or could be converted to summer cottage. Call 362-2214 after 6 p.m. or Call 362-2222 Century 21 days or 362-3106 evenings. 16tfn [1587, 1144, 1736, 1257]
